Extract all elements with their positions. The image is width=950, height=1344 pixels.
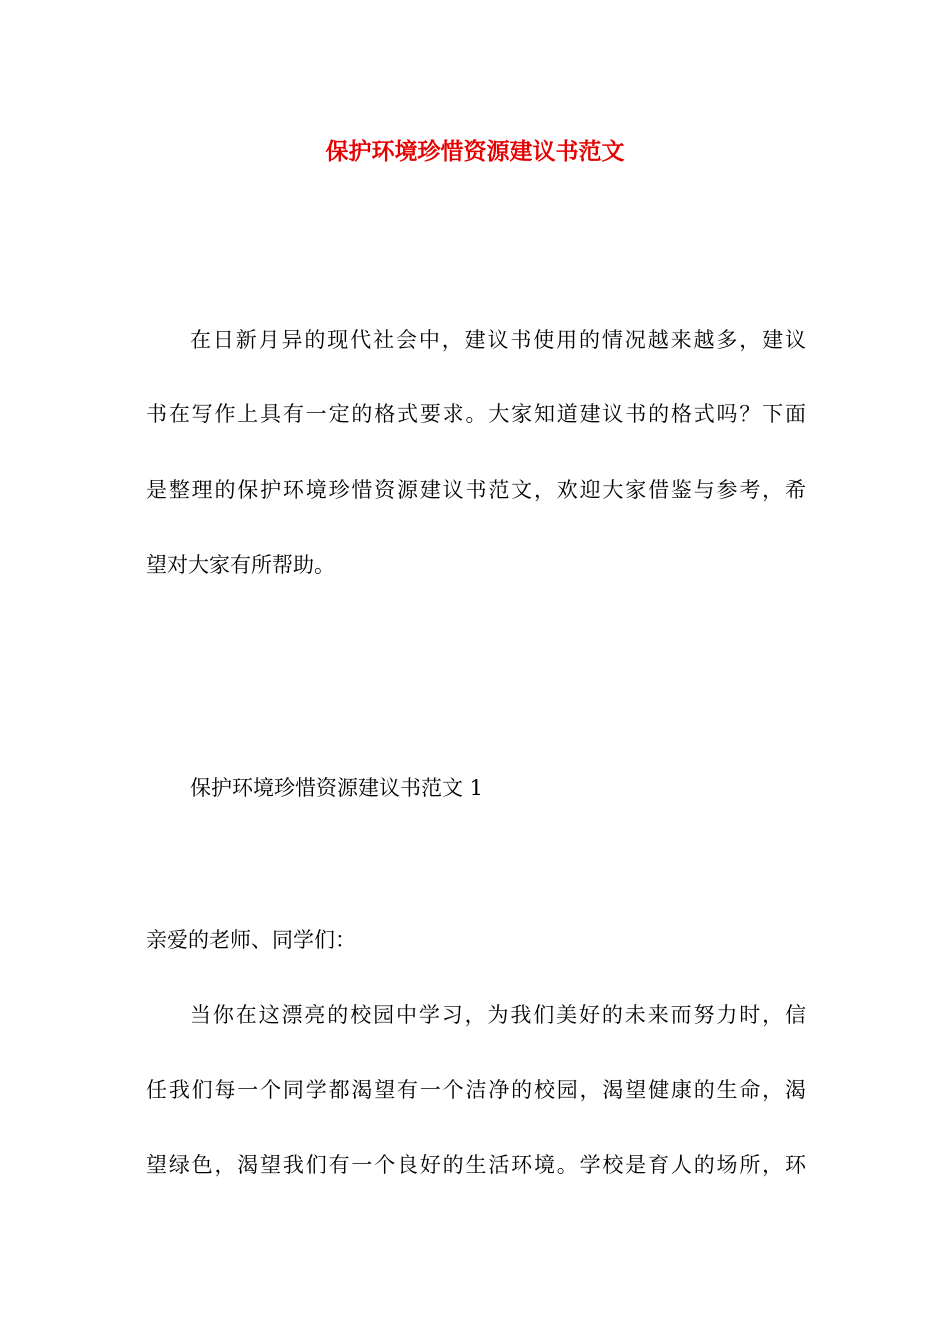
salutation: 亲爱的老师、同学们： [146,928,356,952]
body-line-3: 望绿色，渴望我们有一个良好的生活环境。学校是育人的场所，环 [146,1153,806,1177]
intro-line-1: 在日新月异的现代社会中，建议书使用的情况越来越多，建议 [190,328,806,352]
document-title: 保护环境珍惜资源建议书范文 [325,138,625,165]
intro-line-4: 望对大家有所帮助。 [146,553,335,577]
body-line-2: 任我们每一个同学都渴望有一个洁净的校园，渴望健康的生命，渴 [146,1078,806,1102]
section-heading: 保护环境珍惜资源建议书范文 1 [190,776,484,800]
body-line-1: 当你在这漂亮的校园中学习，为我们美好的未来而努力时，信 [190,1003,806,1027]
intro-line-2: 书在写作上具有一定的格式要求。大家知道建议书的格式吗？下面 [146,402,806,426]
intro-line-3: 是整理的保护环境珍惜资源建议书范文，欢迎大家借鉴与参考，希 [146,478,806,502]
